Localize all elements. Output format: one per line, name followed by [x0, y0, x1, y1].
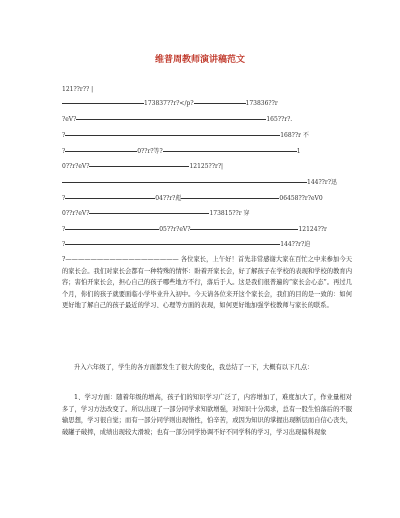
garbled-text: 168??r 不: [280, 132, 309, 139]
garbled-text: 121??r?? |: [62, 86, 94, 93]
divider: [163, 151, 297, 152]
garbled-line-9: [62, 210, 250, 218]
garbled-text: ?: [62, 241, 66, 248]
divider: [181, 198, 279, 199]
divider: [65, 229, 159, 230]
paragraph-greeting: ?—————————————————— 各位家长，上午好！首先非常感谢大家在百忙之中来参加今天的家长会。我们对家长会都有一种特殊的情怀：盼着开家长会，好了解孩子在学校的表现和学校的教育内容；害怕开家长会，担心自己的孩子哪些地方不行，落后于人。这是我们很普遍的“家长会心态”。再过几个月，你们的孩子就要面临小学毕业升入初中。今天请各位来开这个家长会，我们的目的是一致的：如何更好地了解自己的孩子最近的学习、心理等方面的表现，如何更好地加强学校教师与家长的联系。: [62, 256, 352, 309]
garbled-line-7: [62, 179, 337, 187]
garbled-line-4: [62, 132, 309, 140]
paragraph-intro: 升入六年级了，学生的各方面都发生了很大的变化，我总结了一下，大概有以下几点：: [74, 364, 314, 371]
garbled-text: 0??r?eV?: [62, 163, 90, 170]
divider: [76, 119, 266, 120]
divider: [194, 103, 246, 104]
garbled-text: 144??r?迫: [280, 241, 311, 248]
garbled-line-8: [62, 195, 323, 203]
divider: [65, 198, 155, 199]
garbled-text: 173815??r 穿: [209, 210, 250, 217]
garbled-text: 12125??r?|: [189, 163, 224, 170]
garbled-line-11: [62, 241, 310, 249]
garbled-text: 173837??r?</p?: [144, 100, 194, 107]
garbled-text: 1: [296, 148, 301, 155]
garbled-text: ?eV?: [62, 116, 77, 123]
garbled-line-1: [62, 86, 93, 94]
garbled-text: 12124??r: [298, 226, 327, 233]
divider: [62, 182, 307, 183]
paragraph-study: 1、学习方面：随着年级的增高，孩子们的知识学习广泛了，内容增加了，难度加大了，作业量相对多了，学习方法改变了。所以出现了一部分同学求知欲增强，对知识十分渴求，总有一股生怕落后的不服输思想，学习很自觉；而有一部分同学则出现惰性，怕辛苦，或因为知识的掌握出现断层而自信心丧失，破罐子破摔，成绩出现较大滑坡；也有一部分同学协调不好不同学科的学习，学习出现偏科现象: [62, 394, 352, 436]
garbled-line-5: [62, 148, 301, 156]
garbled-line-10: [62, 226, 327, 234]
divider: [62, 103, 144, 104]
garbled-text: ?: [62, 195, 66, 202]
garbled-text: ?: [62, 132, 66, 139]
garbled-text: 165??r?.: [266, 116, 293, 123]
garbled-text: 173836??r: [245, 100, 278, 107]
divider: [89, 166, 189, 167]
garbled-text: 06458??r?eV0: [279, 195, 323, 202]
garbled-text: 04??r?彪: [155, 195, 182, 202]
divider: [190, 229, 298, 230]
garbled-text: ?: [62, 148, 66, 155]
divider: [65, 151, 137, 152]
garbled-line-3: [62, 116, 292, 124]
divider: [65, 135, 280, 136]
document-title: 维普周教师演讲稿范文: [154, 55, 245, 65]
garbled-text: ?: [62, 226, 66, 233]
garbled-line-6: [62, 163, 223, 171]
divider: [89, 213, 209, 214]
garbled-text: 0??r?等?: [137, 148, 163, 155]
divider: [65, 244, 280, 245]
garbled-line-2: [62, 100, 278, 108]
garbled-text: 05??r?eV?: [159, 226, 191, 233]
garbled-text: 144??r?迅: [307, 179, 337, 186]
garbled-text: 0??r?eV?: [62, 210, 90, 217]
